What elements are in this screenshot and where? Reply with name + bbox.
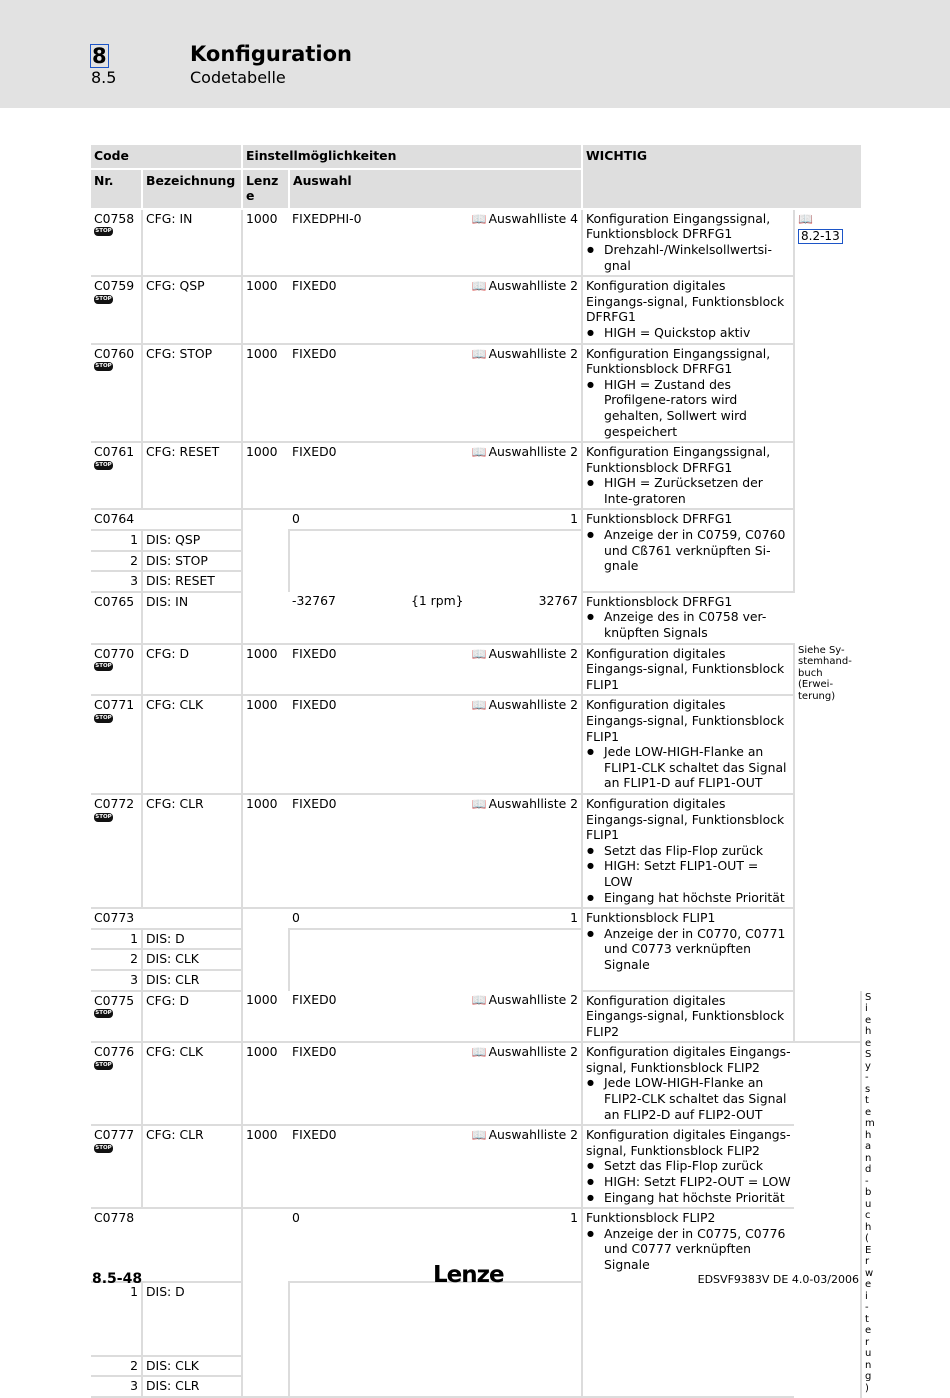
table-row: 2 DIS: CLK <box>91 949 861 970</box>
page-reference-link[interactable]: 8.2-13 <box>798 229 843 244</box>
table-row: 1 DIS: D <box>91 1282 861 1356</box>
stop-icon: STOP <box>95 295 112 302</box>
book-icon: 📖 <box>471 1128 487 1143</box>
stop-icon: STOP <box>95 1061 112 1068</box>
table-row: C0770 STOP CFG: D 1000 FIXED0 📖 Auswahlliste 2 Konfiguration digitales Eingangs-signal, Funktionsblock FLIP1 Siehe Sy-stemhand-buch (Erwei-terung) <box>91 644 861 696</box>
table-row: C0772 STOP CFG: CLR 1000 FIXED0 📖 Auswahlliste 2 Konfiguration digitales Eingangs-signal, Funktionsblock FLIP1 ● Setzt das Flip-Flop zurück ● HIGH: Setzt FLIP1-OUT = LOW ● Eingang hat höchste Priorität <box>91 794 861 908</box>
table-row: C0776 STOP CFG: CLK 1000 FIXED0 📖 Auswahlliste 2 Konfiguration digitales Eingangs-signal, Funktionsblock FLIP2 ● Jede LOW-HIGH-Flanke an FLIP2-CLK schaltet das Signal an FLIP2-D auf FLIP2-OUT <box>91 1042 861 1125</box>
table-row: C0777 STOP CFG: CLR 1000 FIXED0 📖 Auswahlliste 2 Konfiguration digitales Eingangs-signal, Funktionsblock FLIP2 ● Setzt das Flip-Flop zurück ● HIGH: Setzt FLIP2-OUT = LOW ● Eingang hat höchste Priorität <box>91 1125 861 1208</box>
book-icon: 📖 <box>471 698 487 713</box>
header-nr: Nr. <box>91 169 142 209</box>
table-row: 2 DIS: CLK <box>91 1356 861 1377</box>
table-row: C0775 STOP CFG: D 1000 FIXED0 📖 Auswahlliste 2 Konfiguration digitales Eingangs-signal, Funktionsblock FLIP2 Siehe Sy-stemhand-buch (Erwei-terung) <box>91 991 861 1043</box>
section-number: 8.5 <box>91 68 117 87</box>
stop-icon: STOP <box>95 363 112 370</box>
table-row: C0758 STOP CFG: IN 1000 FIXEDPHI-0 📖 Auswahlliste 4 Konfiguration Eingangssignal, Funktionsblock DFRFG1 ● Drehzahl-/Winkelsollwertsi-gnal 📖 8.2-13 <box>91 209 861 276</box>
section-title: Codetabelle <box>190 68 286 87</box>
book-icon: 📖 <box>471 646 487 661</box>
page-number: 8.5-48 <box>92 1271 143 1287</box>
stop-icon: STOP <box>95 461 112 468</box>
document-id: EDSVF9383V DE 4.0-03/2006 <box>697 1273 859 1286</box>
book-icon: 📖 <box>471 279 487 294</box>
stop-icon: STOP <box>95 1144 112 1151</box>
table-row: C0773 0 1 Funktionsblock FLIP1 ● Anzeige der in C0770, C0771 und C0773 verknüpften Signale <box>91 908 861 929</box>
header-settings: Einstellmöglichkeiten <box>242 145 582 169</box>
table-row: C0764 0 1 Funktionsblock DFRFG1 ● Anzeige der in C0759, C0760 und Cß761 verknüpften Si-gnale <box>91 509 861 530</box>
stop-icon: STOP <box>95 663 112 670</box>
table-row: 3 DIS: RESET <box>91 571 861 592</box>
table-row: C0761 STOP CFG: RESET 1000 FIXED0 📖 Auswahlliste 2 Konfiguration Eingangssignal, Funktionsblock DFRFG1 ● HIGH = Zurücksetzen der Inte-gratoren <box>91 442 861 509</box>
code-table <box>91 145 875 1398</box>
chapter-title: Konfiguration <box>190 42 352 66</box>
book-icon: 📖 <box>471 346 487 361</box>
table-row: 1 DIS: D <box>91 929 861 950</box>
header-selection: Auswahl <box>289 169 582 209</box>
table-header-row-1 <box>91 145 861 169</box>
stop-icon: STOP <box>95 228 112 235</box>
lenze-logo: Lenze <box>433 1262 504 1288</box>
stop-icon: STOP <box>95 1010 112 1017</box>
table-row: C0778 0 1 Funktionsblock FLIP2 ● Anzeige der in C0775, C0776 und C0777 verknüpften Signale <box>91 1208 861 1282</box>
table-row: C0765 DIS: IN -32767 {1 rpm} 32767 Funktionsblock DFRFG1 ● Anzeige des in C0758 ver-knüpften Signals <box>91 592 861 644</box>
stop-icon: STOP <box>95 813 112 820</box>
table-row: C0759 STOP CFG: QSP 1000 FIXED0 📖 Auswahlliste 2 Konfiguration digitales Eingangs-signal, Funktionsblock DFRFG1 ● HIGH = Quickstop aktiv <box>91 276 861 343</box>
header-lenze: Lenze <box>242 169 289 209</box>
table-row: 2 DIS: STOP <box>91 551 861 572</box>
book-icon: 📖 <box>471 211 487 226</box>
header-designation: Bezeichnung <box>142 169 242 209</box>
book-icon: 📖 <box>471 796 487 811</box>
header-code: Code <box>91 145 242 169</box>
book-icon: 📖 <box>471 445 487 460</box>
table-row: C0760 STOP CFG: STOP 1000 FIXED0 📖 Auswahlliste 2 Konfiguration Eingangssignal, Funktionsblock DFRFG1 ● HIGH = Zustand des Profilgene-rators wird gehalten, Sollwert wird gespeichert <box>91 344 861 443</box>
table-row: 3 DIS: CLR <box>91 970 861 991</box>
table-row: 1 DIS: QSP <box>91 530 861 551</box>
table-row: 3 DIS: CLR <box>91 1376 861 1397</box>
header-important: WICHTIG <box>582 145 861 209</box>
table-row: C0771 STOP CFG: CLK 1000 FIXED0 📖 Auswahlliste 2 Konfiguration digitales Eingangs-signal, Funktionsblock FLIP1 ● Jede LOW-HIGH-Flanke an FLIP1-CLK schaltet das Signal an FLIP1-D auf FLIP1-OUT <box>91 695 861 794</box>
book-icon: 📖 <box>471 1045 487 1060</box>
book-icon: 📖 <box>471 992 487 1007</box>
page-header <box>0 0 950 108</box>
chapter-number[interactable]: 8 <box>92 44 107 68</box>
book-icon: 📖 <box>798 211 813 226</box>
stop-icon: STOP <box>95 715 112 721</box>
